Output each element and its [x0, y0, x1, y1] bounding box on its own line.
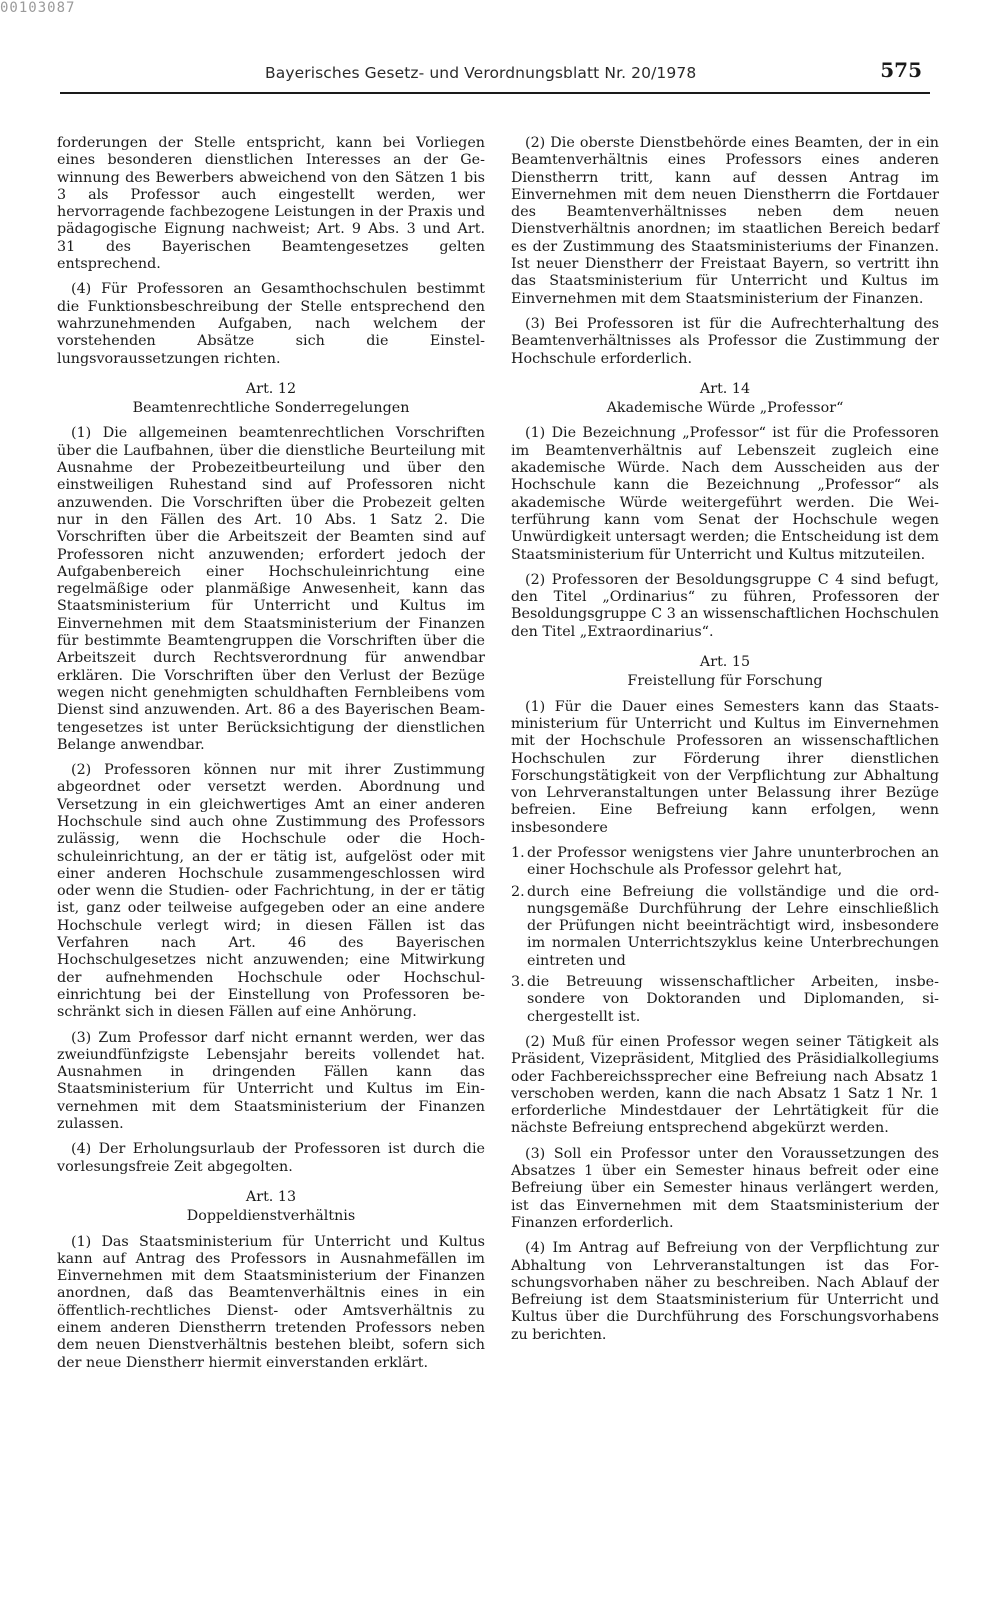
- article-heading: Art. 14: [699, 380, 751, 397]
- paragraph: (3) Zum Professor darf nicht ernannt werden, wer das zweiundfünfzigste Lebensjahr bereits vollendet hat. Ausnahmen in dringenden Fällen kann das Staatsministerium für Unterricht und Kultus im Einvernehmen mit dem Staatsministerium der Finanzen zulassen.: [57, 1029, 485, 1133]
- list-item-number: 2.: [511, 883, 525, 900]
- paragraph: (4) Für Professoren an Gesamthochschulen bestimmt die Funktionsbeschreibung der Stelle entsprechend den wahrzunehmenden Aufgaben, nach welchem der vorstehenden Absätze sich die Einstellungsvoraussetzungen richten.: [57, 281, 485, 367]
- archive-stamp: 00103087: [0, 0, 76, 16]
- paragraph: (2) Professoren können nur mit ihrer Zustimmung abgeordnet oder versetzt werden. Abordnung und Versetzung in ein gleichwertiges Amt an einer anderen Hochschule sind auch ohne Zustimmung des Professors zulässig, wenn die Hochschule oder die Hochschuleinrichtung, an der er tätig ist, aufgelöst oder mit einer anderen Hochschule zusammengeschlossen wird oder wenn die Studien- oder Fachrichtung, in der er tätig ist, ganz oder teilweise aufgegeben oder an eine andere Hochschule verlegt wird; in diesen Fällen ist das Verfahren nach Art. 46 des Bayerischen Hochschulgesetzes nicht anzuwenden; eine Mitwirkung der aufnehmenden Hochschule oder Hochschuleinrichtung bei der Einstellung von Professoren beschränkt sich in diesen Fällen auf eine Anhörung.: [57, 762, 485, 1021]
- list-item-number: 1.: [511, 844, 525, 861]
- enumerated-list: [511, 845, 939, 1026]
- paragraph: (4) Der Erholungsurlaub der Professoren ist durch die vorlesungsfreie Zeit abgegolten.: [57, 1141, 485, 1175]
- paragraph: (2) Die oberste Dienstbehörde eines Beamten, der in ein Beamtenverhältnis eines Professors eines anderen Dienstherrn tritt, kann auf dessen Antrag im Einvernehmen mit dem neuen Dienstherrn die Fortdauer des Beamtenverhältnisses neben dem neuen Dienstverhältnis anordnen; im staatlichen Bereich bedarf es der Zustimmung des Staatsministeriums der Finanzen. Ist neuer Dienstherr der Freistaat Bayern, so vertritt ihn das Staatsministerium für Unterricht und Kultus im Einvernehmen mit dem Staatsministerium der Finanzen.: [511, 135, 939, 307]
- article-heading: Art. 15: [699, 654, 751, 671]
- right-column: [511, 135, 939, 1352]
- paragraph: (1) Die Bezeichnung „Professor“ ist für die Professoren im Beamtenverhältnis auf Lebenszeit zugleich eine akademische Würde. Nach dem Ausscheiden aus der Hochschule kann die Bezeichnung „Professor“ als akademische Würde weitergeführt werden. Die Weiterführung kann vom Senat der Hochschule wegen Unwürdigkeit untersagt werden; die Entscheidung ist dem Staatsministerium für Unterricht und Kultus mitzuteilen.: [511, 425, 939, 563]
- paragraph: (2) Professoren der Besoldungsgruppe C 4 sind befugt, den Titel „Ordinarius“ zu führen, Professoren der Besoldungsgruppe C 3 an wissenschaftlichen Hochschulen den Titel „Extraordinarius“.: [511, 571, 939, 640]
- article-title: Freistellung für Forschung: [627, 673, 823, 690]
- paragraph: (1) Die allgemeinen beamtenrechtlichen Vorschriften über die Laufbahnen, über die dienstliche Beurteilung mit Ausnahme der Probezeitbeurteilung und über den einstweiligen Ruhestand sind auf Professoren nicht anzuwenden. Die Vorschriften über die Probezeit gelten nur in den Fällen des Art. 10 Abs. 1 Satz 2. Die Vorschriften über die Arbeitszeit der Beamten sind auf Professoren nicht anzuwenden; erfordert jedoch der Aufgabenbereich einer Hochschuleinrichtung eine regelmäßige oder planmäßige Anwesenheit, kann das Staatsministerium für Unterricht und Kultus im Einvernehmen mit dem Staatsministerium der Finanzen für bestimmte Beamtengruppen die Vorschriften über die Arbeitszeit durch Rechtsverordnung für anwendbar erklären. Die Vorschriften über den Verlust der Bezüge wegen nicht genehmigten schuldhaften Fernbleibens vom Dienst sind anzuwenden. Art. 86 a des Bayerischen Beamtengesetzes ist unter Berücksichtigung der dienstlichen Belange anwendbar.: [57, 425, 485, 753]
- page-number: 575: [880, 58, 922, 82]
- paragraph: (3) Bei Professoren ist für die Aufrechterhaltung des Beamtenverhältnisses als Professor die Zustimmung der Hochschule erforderlich.: [511, 315, 939, 367]
- article-title: Akademische Würde „Professor“: [606, 400, 844, 417]
- paragraph: (1) Das Staatsministerium für Unterricht und Kultus kann auf Antrag des Professors in Ausnahmefällen im Einvernehmen mit dem Staatsministerium der Finanzen anordnen, daß das Beamtenverhältnis eines in ein öffentlich-rechtliches Dienst- oder Amtsverhältnis zu einem anderen Dienstherrn tretenden Professors neben dem neuen Dienstverhältnis bestehen bleibt, sofern sich der neue Dienstherr hiermit einverstanden erklärt.: [57, 1233, 485, 1371]
- paragraph: (3) Soll ein Professor unter den Voraussetzungen des Absatzes 1 über ein Semester hinaus befreit oder eine Befreiung über ein Semester hinaus verlängert werden, ist das Einvernehmen mit dem Staatsministerium der Finanzen erforderlich.: [511, 1145, 939, 1231]
- paragraph: forderungen der Stelle entspricht, kann bei Vorliegen eines besonderen dienstlichen Interesses an der Gewinnung des Bewerbers abweichend von den Sätzen 1 bis 3 als Professor auch eingestellt werden, wer hervorragende fachbezogene Leistungen in der Praxis und pädagogische Eignung nachweist; Art. 9 Abs. 3 und Art. 31 des Bayerischen Beamtengesetzes gelten entsprechend.: [57, 135, 485, 273]
- list-item-text: durch eine Befreiung die vollständige und die ordnungsgemäße Durchführung der Lehre einschließlich der Prüfungen nicht beeinträchtigt wird, insbesondere im normalen Unterrichtszyklus keine Unterbrechungen eintreten und: [527, 883, 939, 969]
- paragraph: (4) Im Antrag auf Befreiung von der Verpflichtung zur Abhaltung von Lehrveranstaltungen ist das Forschungsvorhaben näher zu beschreiben. Nach Ablauf der Befreiung ist dem Staatsministerium für Unterricht und Kultus über die Durchführung des Forschungsvorhabens zu berichten.: [511, 1240, 939, 1343]
- page-header: [60, 58, 930, 94]
- article-title: Doppeldienstverhältnis: [186, 1208, 356, 1225]
- paragraph: (2) Muß für einen Professor wegen seiner Tätigkeit als Präsident, Vizepräsident, Mitglied des Präsidialkollegiums oder Fachbereichssprecher eine Befreiung nach Absatz 1 verschoben werden, kann die nach Absatz 1 Satz 1 Nr. 1 erforderliche Mindestdauer der Lehrtätigkeit für die nächste Befreiung entsprechend abgekürzt werden.: [511, 1033, 939, 1137]
- list-item-text: der Professor wenigstens vier Jahre ununterbrochen an einer Hochschule als Professor gelehrt hat,: [527, 844, 939, 879]
- article-title: Beamtenrechtliche Sonderregelungen: [132, 400, 410, 417]
- list-item-text: die Betreuung wissenschaftlicher Arbeiten, insbesondere von Doktoranden und Diplomanden, sichergestellt ist.: [527, 974, 939, 1025]
- list-item: [511, 974, 939, 1026]
- list-item-number: 3.: [511, 974, 525, 991]
- list-item: [511, 845, 939, 880]
- article-heading: Art. 13: [245, 1188, 297, 1205]
- list-item: [511, 884, 939, 970]
- left-column: [57, 135, 485, 1380]
- running-title: Bayerisches Gesetz- und Verordnungsblatt Nr. 20/1978: [265, 64, 697, 82]
- article-heading: Art. 12: [245, 380, 297, 397]
- paragraph: (1) Für die Dauer eines Semesters kann das Staatsministerium für Unterricht und Kultus im Einvernehmen mit der Hochschule Professoren an wissenschaftlichen Hochschulen zur Förderung ihrer dienstlichen Forschungstätigkeit von der Verpflichtung zur Abhaltung von Lehrveranstaltungen unter Belassung ihrer Bezüge befreien. Eine Befreiung kann erfolgen, wenn insbesondere: [511, 698, 939, 836]
